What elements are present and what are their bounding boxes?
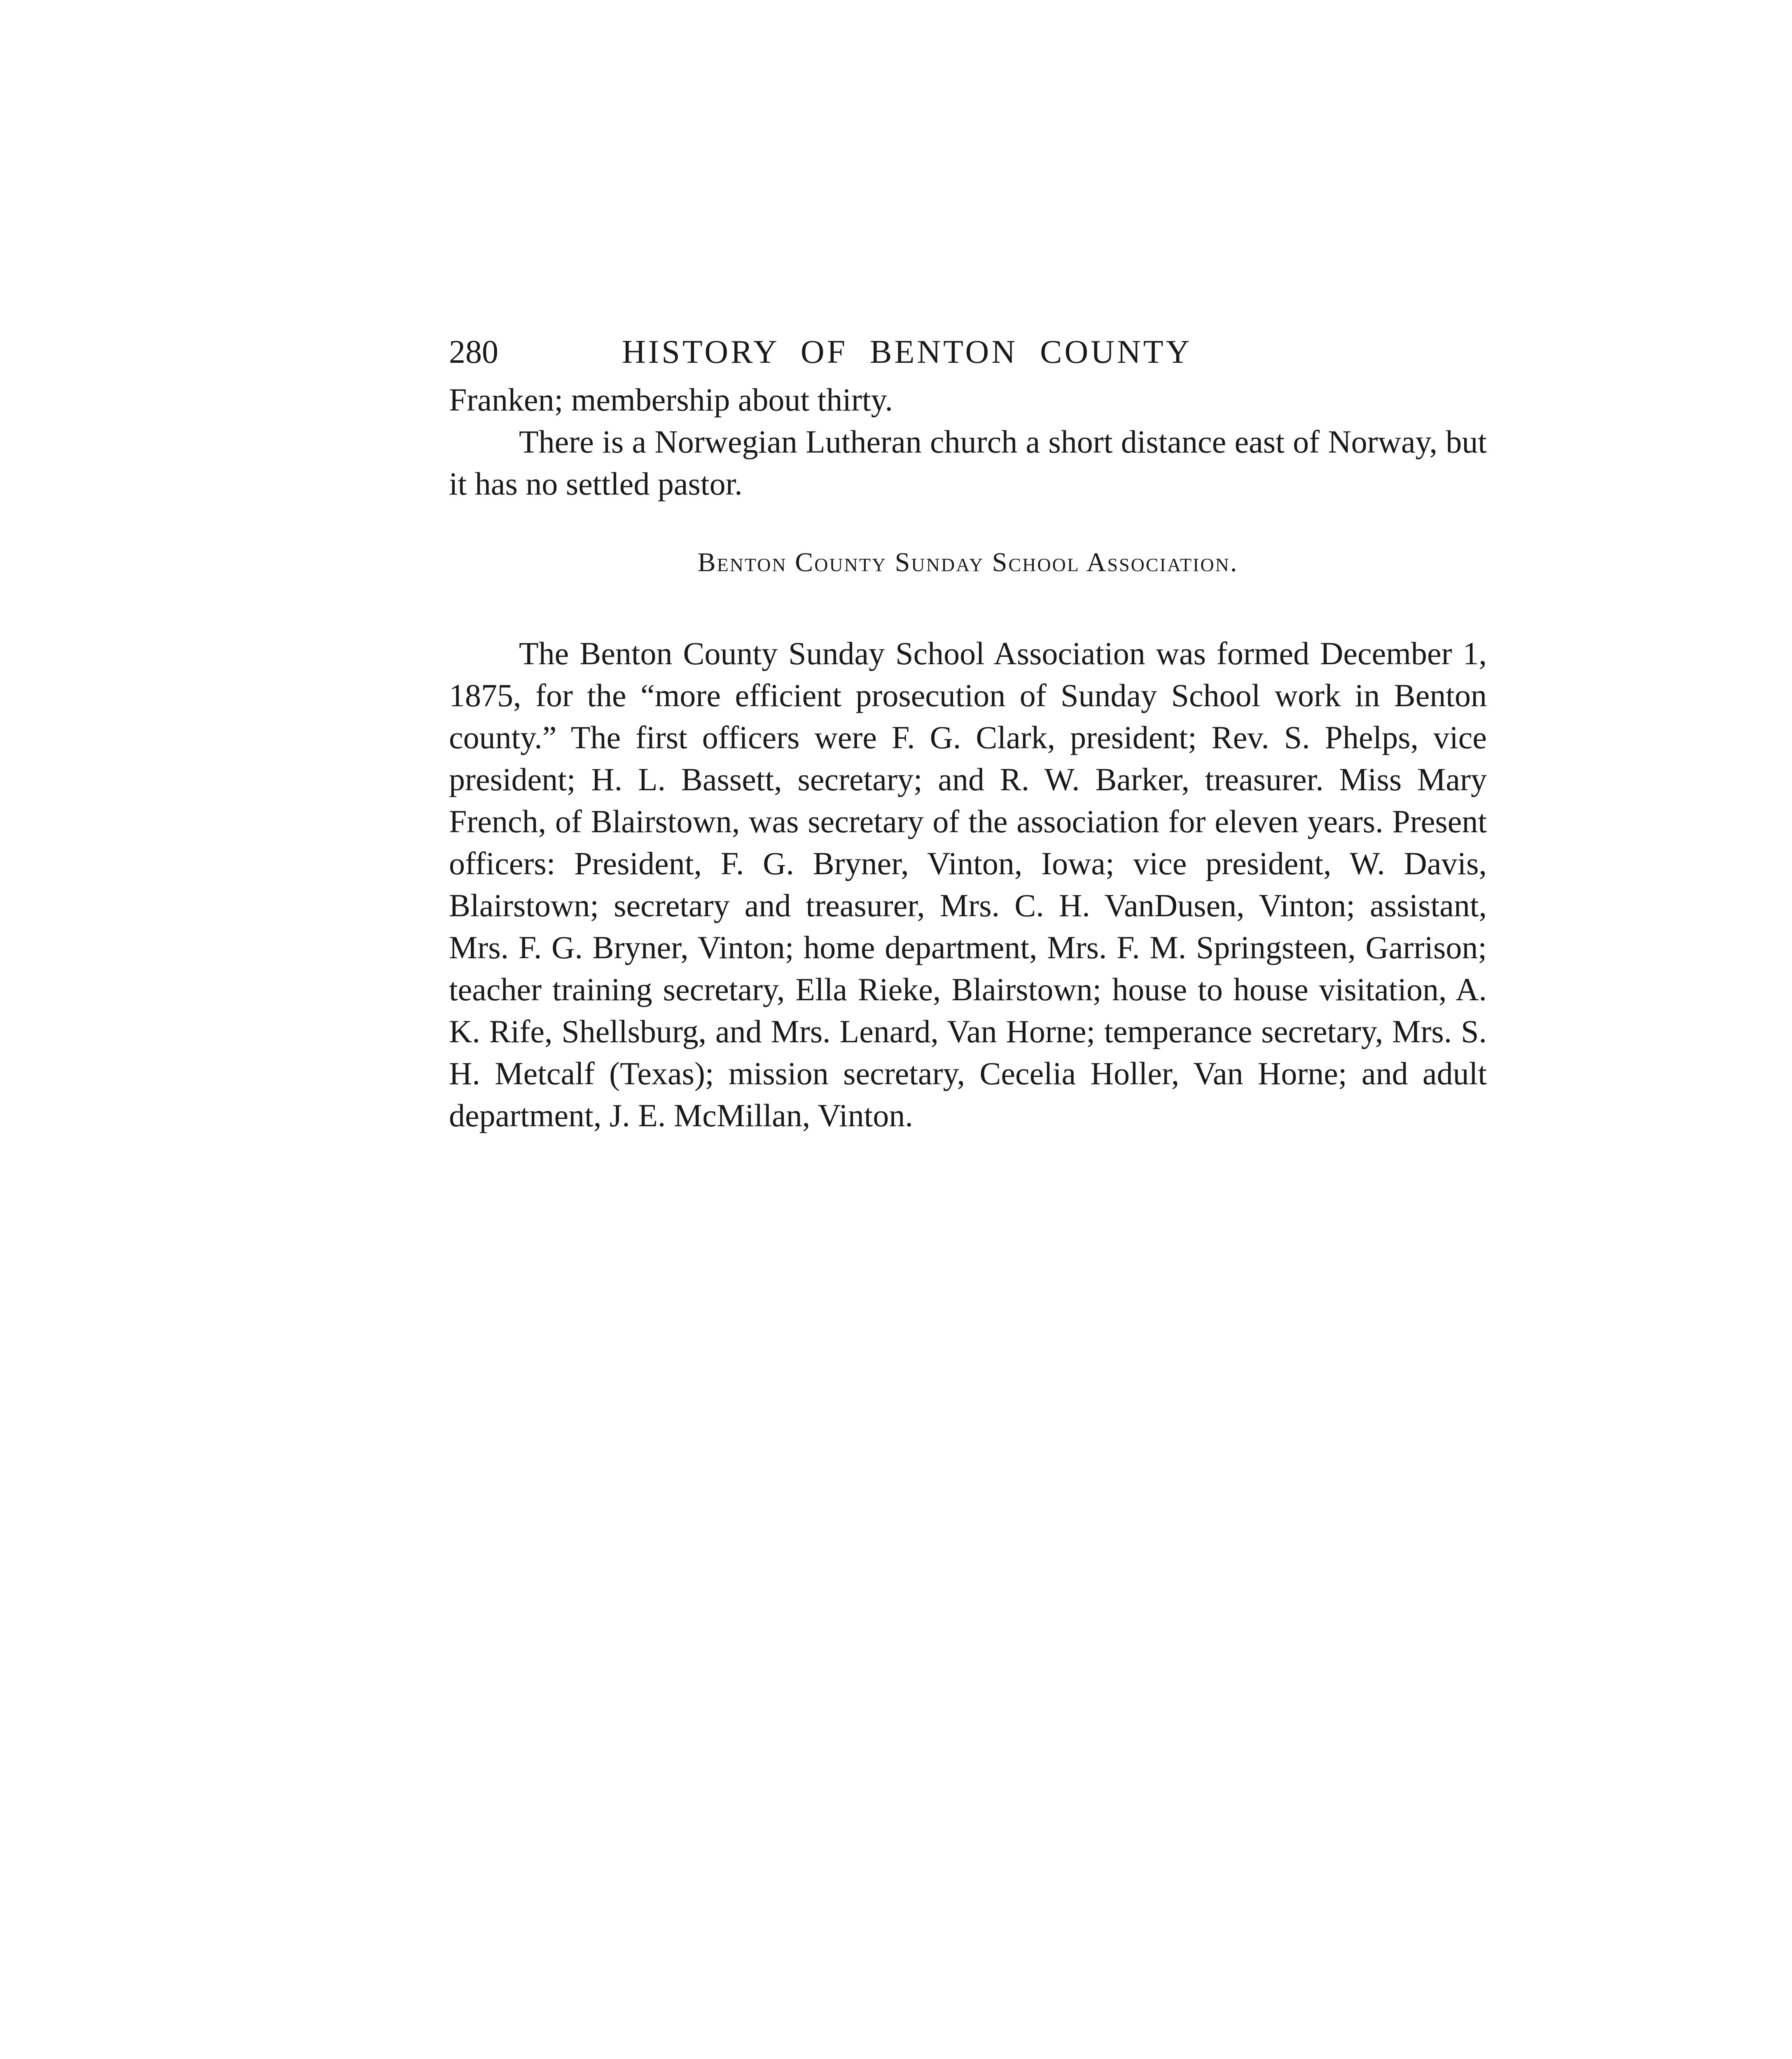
page-number: 280: [449, 334, 498, 370]
paragraph-continuation: Franken; membership about thirty.: [449, 382, 893, 418]
running-head: [449, 329, 1487, 375]
section-heading: Benton County Sunday School Association.: [697, 547, 1238, 577]
paragraph-norwegian-church: There is a Norwegian Lutheran church a short distance east of Norway, but it has no settled pastor.: [449, 424, 1487, 502]
book-page: [449, 329, 1487, 1137]
running-title: HISTORY OF BENTON COUNTY: [622, 334, 1192, 370]
paragraph-association: The Benton County Sunday School Association was formed December 1, 1875, for the “more efficient prosecution of Sunday School work in Benton county.” The first officers were F. G. Clark, president; Rev. S. Phelps, vice president; H. L. Bassett, secretary; and R. W. Barker, treasurer. Miss Mary French, of Blairstown, was secretary of the association for eleven years. Present officers: President, F. G. Bryner, Vinton, Iowa; vice president, W. Davis, Blairstown; secretary and treasurer, Mrs. C. H. VanDusen, Vinton; assistant, Mrs. F. G. Bryner, Vinton; home department, Mrs. F. M. Springsteen, Garrison; teacher training secretary, Ella Rieke, Blairstown; house to house visitation, A. K. Rife, Shellsburg, and Mrs. Lenard, Van Horne; temperance secretary, Mrs. S. H. Metcalf (Texas); mission secretary, Cecelia Holler, Van Horne; and adult department, J. E. McMillan, Vinton.: [449, 635, 1487, 1133]
